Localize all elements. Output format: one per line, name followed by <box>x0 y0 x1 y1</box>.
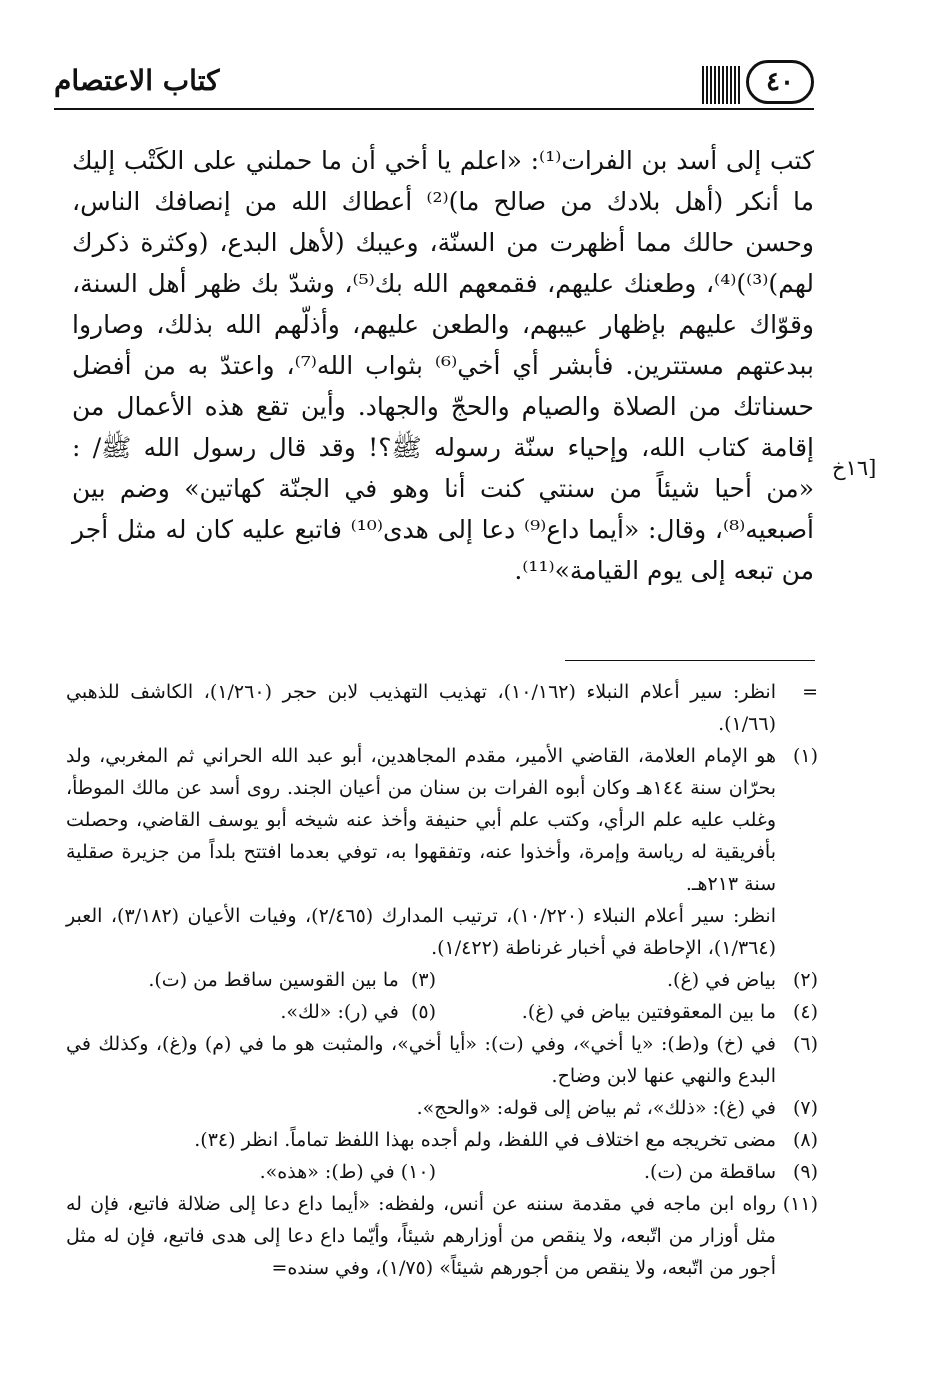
footnote-pair <box>66 996 818 1028</box>
main-text <box>72 140 814 591</box>
main-paragraph: كتب إلى أسد بن الفرات⁽¹⁾: «اعلم يا أخي أن ما حملني على الكَتْب إليك ما أنكر (أهل بلادك من صالح ما)⁽²⁾ أعطاك الله من إنصافك الناس، وحسن حالك مما أظهرت من السنّة، وعيبك (لأهل البدع، (وكثرة ذكرك لهم)⁽³⁾)⁽⁴⁾، وطعنك عليهم، فقمعهم الله بك⁽⁵⁾، وشدّ بك ظهر أهل السنة، وقوّاك عليهم بإظهار عيبهم، والطعن عليهم، وأذلّهم الله بذلك، وصاروا ببدعتهم مستترين. فأبشر أي أخي⁽⁶⁾ بثواب الله⁽⁷⁾، واعتدّ به من أفضل حسناتك من الصلاة والصيام والحجّ والجهاد. وأين تقع هذه الأعمال من إقامة كتاب الله، وإحياء سنّة رسوله ﷺ؟! وقد قال رسول الله ﷺ/ : «من أحيا شيئاً من سنتي كنت أنا وهو في الجنّة كهاتين» وضم بين أصبعيه⁽⁸⁾، وقال: «أيما داع⁽⁹⁾ دعا إلى هدى⁽¹⁰⁾ فاتبع عليه كان له مثل أجر من تبعه إلى يوم القيامة»⁽¹¹⁾. <box>72 146 815 585</box>
footnote-text: هو الإمام العلامة، القاضي الأمير، مقدم المجاهدين، أبو عبد الله الحراني ثم المغربي، ولد بحرّان سنة ١٤٤هـ وكان أبوه الفرات بن سنان من أعيان الجند. روى أسد عن مالك الموطأ، وغلب عليه علم الرأي، وكتب علم أبي حنيفة وأخذ عنه شيخه أبو يوسف القاضي، وحصلت بأفريقية له رياسة وإمرة، وأخذوا عنه، وتفقهوا به، توفي بعدما افتتح بلداً من جزيرة صقلية سنة ٢١٣هـ. <box>66 745 777 895</box>
manuscript-folio-marker: [١٦خ <box>832 456 877 480</box>
footnote-text: ما بين القوسين ساقط من (ت). <box>148 969 399 991</box>
footnote-number: (١١) <box>782 1193 818 1215</box>
footnote-pair <box>66 1156 818 1188</box>
footnote-pair <box>66 964 818 996</box>
footnotes <box>66 676 818 1284</box>
footnote-number: (٨) <box>792 1129 818 1151</box>
footnote-text: رواه ابن ماجه في مقدمة سننه عن أنس، ولفظه: «أيما داع دعا إلى ضلالة فاتبع، فإن له مثل أوزار من اتّبعه، ولا ينقص من أوزارهم شيئاً، وأيّما داع دعا إلى هدى فاتبع، فإن له مثل أجور من اتّبعه، ولا ينقص من أجورهم شيئاً» (١/٧٥)، وفي سنده= <box>66 1193 776 1279</box>
page-number-ornament <box>702 60 814 106</box>
footnote-number: (٤) <box>792 1001 818 1023</box>
footnote-text: ما بين المعقوفتين بياض في (غ). <box>521 1001 776 1023</box>
footnote-number: (٦) <box>792 1033 818 1055</box>
running-header <box>54 58 814 110</box>
footnote-text: في (ط): «هذه». <box>259 1161 395 1183</box>
footnote-number: = <box>802 681 818 703</box>
footnote <box>66 1188 818 1284</box>
footnote-text: ساقطة من (ت). <box>643 1161 776 1183</box>
footnote-number: (١٠) <box>400 1161 436 1183</box>
footnote-text: انظر: سير أعلام النبلاء (١٠/١٦٢)، تهذيب التهذيب لابن حجر (١/٢٦٠)، الكاشف للذهبي (١/٦٦). <box>66 681 776 735</box>
footnote-text: في (خ) و(ط): «يا أخي»، وفي (ت): «أيا أخي»، والمثبت هو ما في (م) و(غ)، وكذلك في البدع والنهي عنها لابن وضاح. <box>66 1033 776 1087</box>
book-title: كتاب الاعتصام <box>54 64 220 97</box>
footnote-text: بياض في (غ). <box>667 969 776 991</box>
footnote-number <box>776 900 818 964</box>
footnote-text: انظر: سير أعلام النبلاء (١٠/٢٢٠)، ترتيب المدارك (٢/٤٦٥)، وفيات الأعيان (٣/١٨٢)، العبر (١/٣٦٤)، الإحاطة في أخبار غرناطة (١/٤٢٢). <box>66 905 776 959</box>
footnote-number: (٥) <box>410 1001 436 1023</box>
header-rule <box>54 108 814 110</box>
footnote-number: (١) <box>792 745 818 767</box>
page-number: ٤٠ <box>746 60 814 104</box>
footnote <box>66 740 818 900</box>
footnote <box>66 1092 818 1124</box>
footnote-separator <box>565 660 815 661</box>
footnote <box>66 1124 818 1156</box>
footnote-text: في (غ): «ذلك»، ثم بياض إلى قوله: «والحج». <box>416 1097 776 1119</box>
footnote-number: (٧) <box>792 1097 818 1119</box>
footnote <box>66 676 818 740</box>
footnote-text: مضى تخريجه مع اختلاف في اللفظ، ولم أجده بهذا اللفظ تماماً. انظر (٣٤). <box>194 1129 776 1151</box>
footnote-number: (٣) <box>410 969 436 991</box>
footnote-number: (٢) <box>792 969 818 991</box>
footnote <box>66 900 818 964</box>
footnote-text: في (ر): «لك». <box>280 1001 399 1023</box>
decorative-bars-icon <box>702 66 742 104</box>
footnote <box>66 1028 818 1092</box>
footnote-number: (٩) <box>792 1161 818 1183</box>
